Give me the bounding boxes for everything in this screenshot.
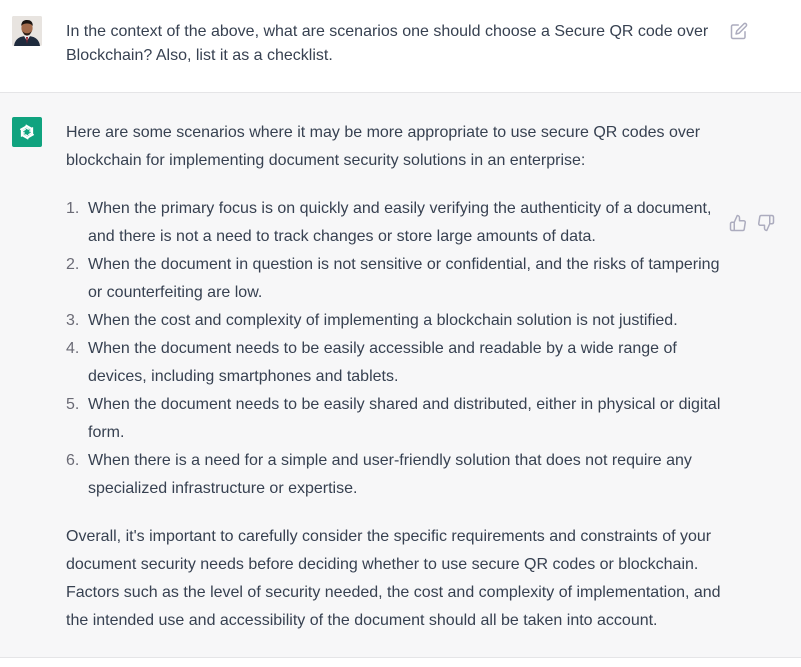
list-item-number: 4. [66,340,80,357]
list-item-text: When there is a need for a simple and user-friendly solution that does not require any specialized infrastructure or expertise. [88,452,692,497]
list-item [66,447,726,503]
scenario-list [66,195,726,503]
user-avatar [12,16,42,46]
list-item-number: 6. [66,452,80,469]
assistant-response [66,119,726,635]
openai-logo-icon [17,122,37,142]
list-item [66,251,726,307]
user-message-text: In the context of the above, what are scenarios one should choose a Secure QR code over Blockchain? Also, list it as a checklist. [66,23,709,64]
thumbs-down-icon[interactable] [757,214,775,232]
thumbs-up-icon[interactable] [729,214,747,232]
list-item-number: 3. [66,312,80,329]
edit-icon[interactable] [730,22,748,40]
assistant-avatar [12,117,42,147]
assistant-message [0,93,801,658]
list-item-number: 1. [66,200,80,217]
response-intro: Here are some scenarios where it may be more appropriate to use secure QR codes over blockchain for implementing document security solutions in an enterprise: [66,124,701,169]
list-item-text: When the primary focus is on quickly and easily verifying the authenticity of a document, and there is not a need to track changes or store large amounts of data. [88,200,712,245]
list-item [66,307,726,335]
list-item-text: When the document in question is not sensitive or confidential, and the risks of tampering or counterfeiting are low. [88,256,720,301]
list-item [66,335,726,391]
list-item-number: 5. [66,396,80,413]
list-item-text: When the document needs to be easily shared and distributed, either in physical or digital form. [88,396,721,441]
list-item-number: 2. [66,256,80,273]
list-item [66,391,726,447]
user-message [0,0,801,93]
list-item-text: When the document needs to be easily accessible and readable by a wide range of devices, including smartphones and tablets. [88,340,677,385]
response-conclusion: Overall, it's important to carefully consider the specific requirements and constraints of your document security needs before deciding whether to use secure QR codes or blockchain. Factors such as the level of security needed, the cost and complexity of implementation, and the intended use and accessibility of the document should all be taken into account. [66,528,721,629]
user-photo-icon [12,16,42,46]
list-item-text: When the cost and complexity of implementing a blockchain solution is not justified. [88,312,678,329]
list-item [66,195,726,251]
